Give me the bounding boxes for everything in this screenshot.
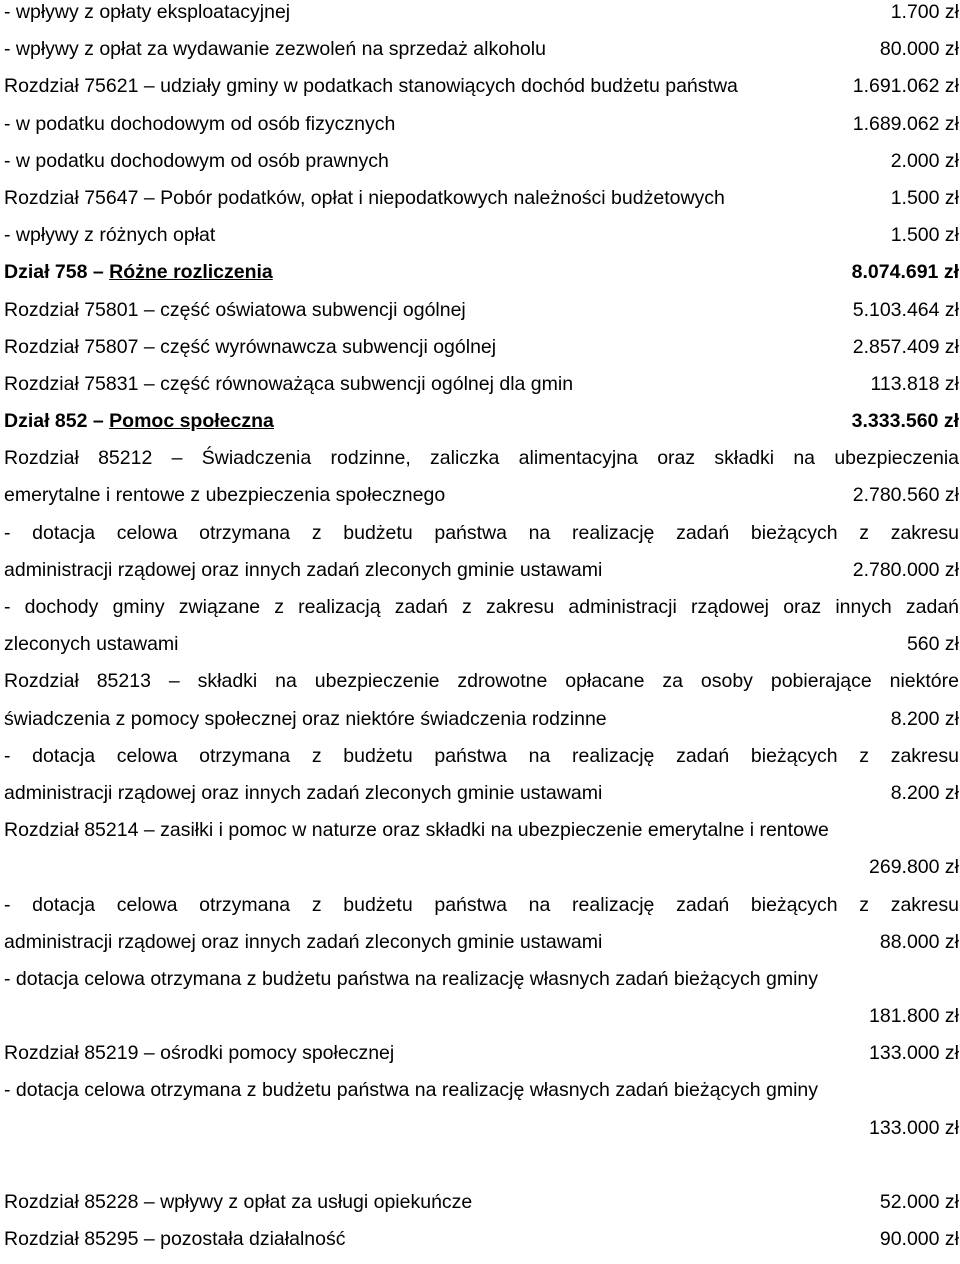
- budget-line: [4, 186, 959, 223]
- line-text: Rozdział 75647 – Pobór podatków, opłat i niepodatkowych należności budżetowych: [4, 186, 725, 209]
- line-text: administracji rządowej oraz innych zadań zleconych gminie ustawami: [4, 558, 603, 581]
- line-text: administracji rządowej oraz innych zadań zleconych gminie ustawami: [4, 930, 603, 953]
- budget-line: [4, 74, 959, 111]
- line-amount: 1.689.062 zł: [852, 112, 959, 135]
- line-amount: 1.700 zł: [890, 1, 959, 23]
- budget-line: [4, 0, 959, 37]
- line-text: - dotacja celowa otrzymana z budżetu państwa na realizację własnych zadań bieżących gminy: [4, 1079, 819, 1102]
- budget-line: [4, 1041, 959, 1078]
- line-amount: 1.691.062 zł: [852, 75, 959, 98]
- line-text: Rozdział 85295 – pozostała działalność: [4, 1228, 346, 1251]
- line-text: zleconych ustawami: [4, 633, 179, 656]
- section-prefix: Dział 852 –: [4, 410, 110, 433]
- budget-line: [4, 298, 959, 335]
- line-amount: 80.000 zł: [879, 38, 959, 61]
- line-amount: 88.000 zł: [879, 930, 959, 953]
- budget-line: [4, 1227, 959, 1264]
- line-amount: 1.500 zł: [890, 186, 959, 209]
- section-amount: 3.333.560 zł: [851, 410, 959, 433]
- section-heading: [4, 260, 852, 284]
- line-amount: 2.857.409 zł: [852, 335, 959, 358]
- line-amount: 52.000 zł: [879, 1191, 959, 1213]
- paragraph-line: Rozdział 85213 – składki na ubezpieczenie zdrowotne opłacane za osoby pobierające niektóre: [4, 670, 959, 693]
- line-text: administracji rządowej oraz innych zadań zleconych gminie ustawami: [4, 781, 603, 804]
- paragraph-line: - dotacja celowa otrzymana z budżetu państwa na realizację zadań bieżących z zakresu: [4, 521, 959, 544]
- line-amount: 133.000 zł: [869, 1042, 959, 1065]
- line-text: Rozdział 85219 – ośrodki pomocy społecznej: [4, 1042, 395, 1065]
- paragraph-line: - dotacja celowa otrzymana z budżetu państwa na realizację zadań bieżących z zakresu: [4, 893, 959, 916]
- section-line-dzial-852: [4, 409, 959, 446]
- blank-line: [4, 1153, 959, 1190]
- budget-line: [4, 149, 959, 186]
- budget-line: [4, 967, 959, 1004]
- line-text: - wpływy z opłat za wydawanie zezwoleń na sprzedaż alkoholu: [4, 38, 546, 61]
- line-amount: 1.500 zł: [890, 224, 959, 247]
- section-amount: 8.074.691 zł: [851, 261, 959, 284]
- line-amount: 2.780.000 zł: [852, 558, 959, 581]
- budget-line: [4, 707, 959, 744]
- line-text: Rozdział 85228 – wpływy z opłat za usługi opiekuńcze: [4, 1191, 473, 1213]
- line-text: emerytalne i rentowe z ubezpieczenia społecznego: [4, 484, 446, 507]
- budget-line: [4, 483, 959, 520]
- line-amount: 181.800 zł: [869, 1005, 959, 1028]
- line-amount: 8.200 zł: [890, 781, 959, 804]
- paragraph-line: Rozdział 85212 – Świadczenia rodzinne, zaliczka alimentacyjna oraz składki na ubezpieczenia: [4, 447, 959, 470]
- line-text: - wpływy z opłaty eksploatacyjnej: [4, 1, 291, 23]
- budget-line: [4, 1004, 959, 1041]
- section-title: Pomoc społeczna: [109, 410, 274, 433]
- line-text: świadczenia z pomocy społecznej oraz niektóre świadczenia rodzinne: [4, 707, 607, 730]
- line-text: - wpływy z różnych opłat: [4, 224, 216, 247]
- budget-line: [4, 855, 959, 892]
- section-prefix: Dział 758 –: [4, 261, 110, 284]
- budget-line: [4, 930, 959, 967]
- budget-line: [4, 558, 959, 595]
- line-amount: 2.000 zł: [890, 149, 959, 172]
- line-text: Rozdział 75621 – udziały gminy w podatkach stanowiących dochód budżetu państwa: [4, 75, 738, 98]
- budget-line: [4, 112, 959, 149]
- line-amount: 113.818 zł: [870, 372, 959, 395]
- budget-line: [4, 372, 959, 409]
- section-heading: [4, 409, 852, 433]
- line-amount: 90.000 zł: [879, 1228, 959, 1251]
- line-text: Rozdział 85214 – zasiłki i pomoc w naturze oraz składki na ubezpieczenie emerytalne i rentowe: [4, 819, 829, 842]
- line-text: Rozdział 75801 – część oświatowa subwencji ogólnej: [4, 298, 466, 321]
- line-text: Rozdział 75831 – część równoważąca subwencji ogólnej dla gmin: [4, 372, 574, 395]
- budget-line: [4, 1116, 959, 1153]
- line-amount: 269.800 zł: [869, 856, 959, 879]
- line-amount: 2.780.560 zł: [852, 484, 959, 507]
- section-title: Różne rozliczenia: [109, 261, 273, 284]
- line-amount: 8.200 zł: [890, 707, 959, 730]
- budget-document: [4, 0, 959, 1264]
- paragraph-line: - dochody gminy związane z realizacją zadań z zakresu administracji rządowej oraz innych zadań: [4, 596, 959, 618]
- line-text: - w podatku dochodowym od osób prawnych: [4, 149, 389, 172]
- budget-line: [4, 818, 959, 855]
- line-text: Rozdział 75807 – część wyrównawcza subwencji ogólnej: [4, 335, 497, 358]
- paragraph-line: - dotacja celowa otrzymana z budżetu państwa na realizację zadań bieżących z zakresu: [4, 744, 959, 767]
- line-amount: 560 zł: [906, 633, 959, 656]
- budget-line: [4, 781, 959, 818]
- section-line-dzial-758: [4, 260, 959, 297]
- budget-line: [4, 335, 959, 372]
- line-amount: 133.000 zł: [869, 1116, 959, 1139]
- line-amount: 5.103.464 zł: [852, 298, 959, 321]
- budget-line: [4, 37, 959, 74]
- budget-line: [4, 1078, 959, 1115]
- budget-line: [4, 632, 959, 669]
- budget-line: [4, 1190, 959, 1227]
- line-text: - w podatku dochodowym od osób fizycznych: [4, 112, 396, 135]
- budget-line: [4, 223, 959, 260]
- line-text: - dotacja celowa otrzymana z budżetu państwa na realizację własnych zadań bieżących gminy: [4, 967, 819, 990]
